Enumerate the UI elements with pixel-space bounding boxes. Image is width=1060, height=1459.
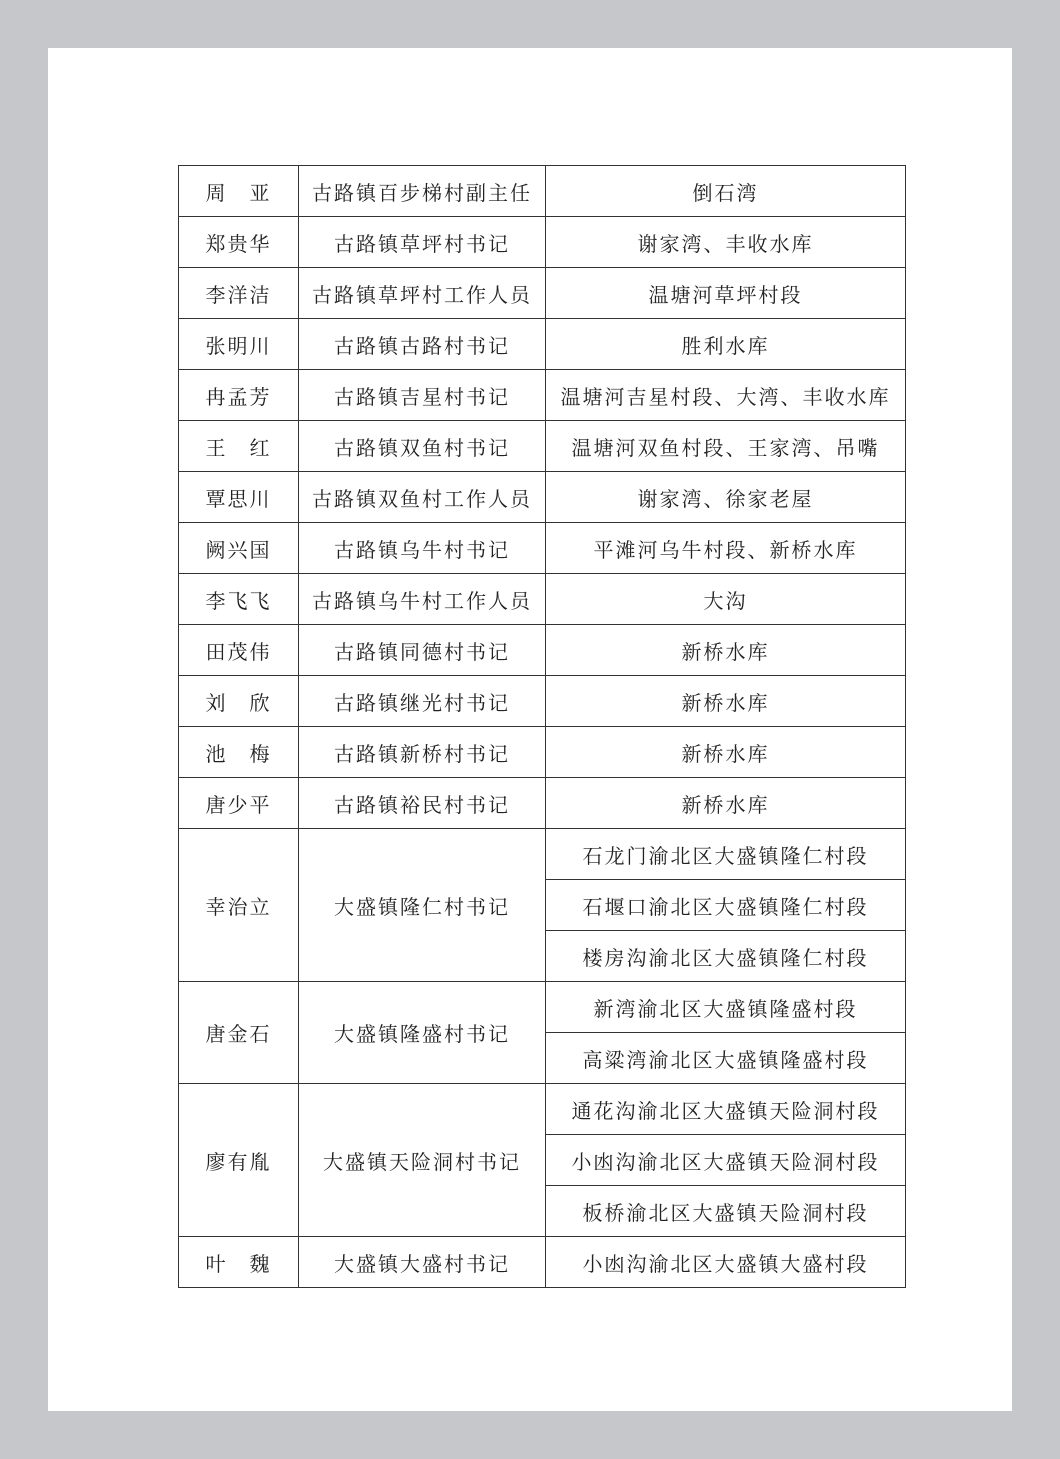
responsible-area-cell: 倒石湾 — [546, 166, 906, 217]
responsible-area-cell: 温塘河草坪村段 — [546, 268, 906, 319]
person-name-cell: 池 梅 — [179, 727, 299, 778]
person-name-cell: 李飞飞 — [179, 574, 299, 625]
position-cell: 大盛镇隆盛村书记 — [299, 982, 546, 1084]
responsible-area-cell: 大沟 — [546, 574, 906, 625]
responsible-area-cell: 新桥水库 — [546, 676, 906, 727]
table-row — [179, 319, 906, 370]
responsible-area-cell: 谢家湾、徐家老屋 — [546, 472, 906, 523]
responsible-area-cell: 板桥渝北区大盛镇天险洞村段 — [546, 1186, 906, 1237]
responsible-area-cell: 新桥水库 — [546, 625, 906, 676]
river-chief-roster-table — [178, 165, 906, 1288]
position-cell: 大盛镇隆仁村书记 — [299, 829, 546, 982]
responsible-area-cell: 石龙门渝北区大盛镇隆仁村段 — [546, 829, 906, 880]
table-row — [179, 421, 906, 472]
responsible-area-cell: 新湾渝北区大盛镇隆盛村段 — [546, 982, 906, 1033]
responsible-area-cell: 胜利水库 — [546, 319, 906, 370]
responsible-area-cell: 通花沟渝北区大盛镇天险洞村段 — [546, 1084, 906, 1135]
position-cell: 大盛镇大盛村书记 — [299, 1237, 546, 1288]
position-cell: 大盛镇天险洞村书记 — [299, 1084, 546, 1237]
position-cell: 古路镇乌牛村工作人员 — [299, 574, 546, 625]
table-row — [179, 574, 906, 625]
position-cell: 古路镇古路村书记 — [299, 319, 546, 370]
person-name-cell: 张明川 — [179, 319, 299, 370]
table-row — [179, 370, 906, 421]
person-name-cell: 覃思川 — [179, 472, 299, 523]
position-cell: 古路镇双鱼村书记 — [299, 421, 546, 472]
responsible-area-cell: 新桥水库 — [546, 727, 906, 778]
responsible-area-cell: 温塘河双鱼村段、王家湾、吊嘴 — [546, 421, 906, 472]
person-name-cell: 幸治立 — [179, 829, 299, 982]
table-row — [179, 166, 906, 217]
table-row — [179, 268, 906, 319]
person-name-cell: 刘 欣 — [179, 676, 299, 727]
table-row — [179, 472, 906, 523]
responsible-area-cell: 温塘河吉星村段、大湾、丰收水库 — [546, 370, 906, 421]
person-name-cell: 唐少平 — [179, 778, 299, 829]
position-cell: 古路镇草坪村书记 — [299, 217, 546, 268]
position-cell: 古路镇新桥村书记 — [299, 727, 546, 778]
table-row — [179, 1084, 906, 1135]
roster-body — [179, 166, 906, 1288]
position-cell: 古路镇双鱼村工作人员 — [299, 472, 546, 523]
table-row — [179, 778, 906, 829]
responsible-area-cell: 楼房沟渝北区大盛镇隆仁村段 — [546, 931, 906, 982]
table-row — [179, 1237, 906, 1288]
position-cell: 古路镇裕民村书记 — [299, 778, 546, 829]
responsible-area-cell: 新桥水库 — [546, 778, 906, 829]
table-row — [179, 727, 906, 778]
person-name-cell: 周 亚 — [179, 166, 299, 217]
person-name-cell: 唐金石 — [179, 982, 299, 1084]
person-name-cell: 叶 魏 — [179, 1237, 299, 1288]
document-page — [48, 48, 1012, 1411]
person-name-cell: 王 红 — [179, 421, 299, 472]
responsible-area-cell: 平滩河乌牛村段、新桥水库 — [546, 523, 906, 574]
position-cell: 古路镇百步梯村副主任 — [299, 166, 546, 217]
responsible-area-cell: 谢家湾、丰收水库 — [546, 217, 906, 268]
responsible-area-cell: 石堰口渝北区大盛镇隆仁村段 — [546, 880, 906, 931]
person-name-cell: 李洋洁 — [179, 268, 299, 319]
person-name-cell: 冉孟芳 — [179, 370, 299, 421]
table-row — [179, 676, 906, 727]
position-cell: 古路镇吉星村书记 — [299, 370, 546, 421]
table-row — [179, 625, 906, 676]
responsible-area-cell: 小凼沟渝北区大盛镇大盛村段 — [546, 1237, 906, 1288]
table-row — [179, 523, 906, 574]
table-row — [179, 982, 906, 1033]
table-row — [179, 829, 906, 880]
responsible-area-cell: 小凼沟渝北区大盛镇天险洞村段 — [546, 1135, 906, 1186]
position-cell: 古路镇乌牛村书记 — [299, 523, 546, 574]
table-row — [179, 217, 906, 268]
position-cell: 古路镇继光村书记 — [299, 676, 546, 727]
responsible-area-cell: 高粱湾渝北区大盛镇隆盛村段 — [546, 1033, 906, 1084]
person-name-cell: 廖有胤 — [179, 1084, 299, 1237]
person-name-cell: 田茂伟 — [179, 625, 299, 676]
person-name-cell: 阙兴国 — [179, 523, 299, 574]
person-name-cell: 郑贵华 — [179, 217, 299, 268]
position-cell: 古路镇同德村书记 — [299, 625, 546, 676]
position-cell: 古路镇草坪村工作人员 — [299, 268, 546, 319]
